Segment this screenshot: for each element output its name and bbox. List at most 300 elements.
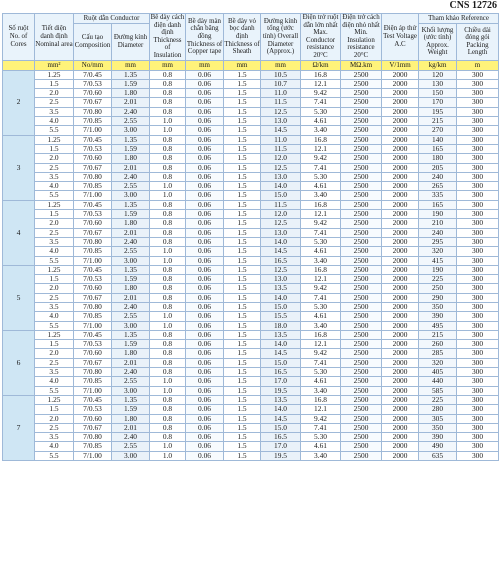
table-cell: 14.0 — [261, 340, 301, 349]
table-cell: 300 — [457, 144, 499, 153]
table-cell: 7/0.67 — [74, 358, 112, 367]
table-cell: 300 — [457, 433, 499, 442]
table-header — [3, 14, 499, 71]
table-cell: 14.0 — [261, 237, 301, 246]
table-cell: 2000 — [382, 117, 419, 126]
table-row — [3, 79, 499, 88]
table-cell: 2000 — [382, 386, 419, 395]
table-cell: 1.5 — [224, 228, 261, 237]
table-cell: 1.5 — [224, 330, 261, 339]
table-cell: 305 — [419, 414, 457, 423]
table-cell: 300 — [457, 182, 499, 191]
table-row — [3, 330, 499, 339]
table-cell: 300 — [457, 340, 499, 349]
table-cell: 3.40 — [301, 386, 341, 395]
table-cell: 13.0 — [261, 172, 301, 181]
table-cell: 405 — [419, 368, 457, 377]
table-row — [3, 126, 499, 135]
table-cell: 300 — [457, 163, 499, 172]
table-cell: 300 — [457, 219, 499, 228]
table-cell: 2.5 — [35, 358, 74, 367]
table-cell: 1.5 — [224, 414, 261, 423]
table-cell: 1.5 — [224, 210, 261, 219]
table-cell: 4.0 — [35, 442, 74, 451]
table-cell: 7/0.53 — [74, 144, 112, 153]
table-cell: 1.5 — [224, 182, 261, 191]
table-cell: 265 — [419, 182, 457, 191]
unit-cell: mm — [224, 60, 261, 70]
table-cell: 300 — [457, 386, 499, 395]
table-cell: 0.06 — [186, 265, 224, 274]
table-cell: 2.5 — [35, 423, 74, 432]
table-cell: 165 — [419, 144, 457, 153]
table-cell: 5.5 — [35, 191, 74, 200]
table-cell: 12.0 — [261, 154, 301, 163]
unit-cell: mm — [186, 60, 224, 70]
table-cell: 7/0.67 — [74, 163, 112, 172]
table-cell: 1.5 — [35, 275, 74, 284]
table-cell: 285 — [419, 349, 457, 358]
table-cell: 0.8 — [150, 107, 186, 116]
table-cell: 2500 — [341, 172, 382, 181]
table-cell: 2.40 — [112, 107, 150, 116]
table-cell: 2000 — [382, 423, 419, 432]
table-row — [3, 302, 499, 311]
table-cell: 0.06 — [186, 349, 224, 358]
table-cell: 1.0 — [150, 182, 186, 191]
header-copper-tape-thickness: Bề dày màn chắn băng đồng Thickness of Copper tape — [186, 14, 224, 61]
table-cell: 0.8 — [150, 163, 186, 172]
table-cell: 1.25 — [35, 265, 74, 274]
table-row — [3, 284, 499, 293]
table-cell: 0.06 — [186, 423, 224, 432]
table-cell: 300 — [457, 358, 499, 367]
table-cell: 1.0 — [150, 117, 186, 126]
table-row — [3, 293, 499, 302]
table-cell: 300 — [457, 330, 499, 339]
table-cell: 1.5 — [224, 321, 261, 330]
table-cell: 195 — [419, 107, 457, 116]
table-cell: 335 — [419, 191, 457, 200]
table-cell: 13.0 — [261, 275, 301, 284]
table-cell: 2500 — [341, 293, 382, 302]
header-test-voltage: Điện áp thử Test Voltage A.C — [382, 14, 419, 61]
table-cell: 1.0 — [150, 247, 186, 256]
table-cell: 14.5 — [261, 414, 301, 423]
table-cell: 0.06 — [186, 70, 224, 79]
table-cell: 4.61 — [301, 117, 341, 126]
table-cell: 2000 — [382, 182, 419, 191]
table-cell: 0.8 — [150, 358, 186, 367]
table-cell: 1.5 — [224, 126, 261, 135]
table-cell: 5.30 — [301, 368, 341, 377]
table-cell: 16.8 — [301, 395, 341, 404]
table-cell: 13.0 — [261, 117, 301, 126]
table-cell: 635 — [419, 451, 457, 460]
table-cell: 1.35 — [112, 265, 150, 274]
table-cell: 2500 — [341, 89, 382, 98]
table-cell: 2000 — [382, 433, 419, 442]
table-cell: 0.8 — [150, 135, 186, 144]
table-cell: 2500 — [341, 451, 382, 460]
table-cell: 300 — [457, 228, 499, 237]
table-body — [3, 70, 499, 460]
table-cell: 0.06 — [186, 219, 224, 228]
table-cell: 2.0 — [35, 414, 74, 423]
table-cell: 2500 — [341, 321, 382, 330]
table-cell: 0.06 — [186, 144, 224, 153]
table-cell: 7/0.53 — [74, 340, 112, 349]
table-cell: 1.5 — [224, 442, 261, 451]
table-row — [3, 377, 499, 386]
table-cell: 2000 — [382, 107, 419, 116]
table-cell: 14.0 — [261, 182, 301, 191]
table-cell: 2500 — [341, 256, 382, 265]
table-cell: 1.0 — [150, 442, 186, 451]
table-cell: 0.06 — [186, 172, 224, 181]
table-cell: 1.5 — [224, 247, 261, 256]
table-cell: 1.5 — [224, 163, 261, 172]
table-cell: 2000 — [382, 98, 419, 107]
table-cell: 7/0.80 — [74, 433, 112, 442]
table-cell: 300 — [457, 200, 499, 209]
unit-cell: Ω/km — [301, 60, 341, 70]
table-cell: 2500 — [341, 302, 382, 311]
header-cores: Số ruột No. of Cores — [3, 14, 35, 61]
table-cell: 350 — [419, 423, 457, 432]
table-cell: 300 — [457, 312, 499, 321]
table-cell: 0.06 — [186, 368, 224, 377]
table-cell: 0.06 — [186, 275, 224, 284]
table-cell: 0.8 — [150, 70, 186, 79]
table-cell: 0.06 — [186, 107, 224, 116]
table-cell: 2000 — [382, 154, 419, 163]
table-cell: 2.55 — [112, 182, 150, 191]
table-cell: 2500 — [341, 284, 382, 293]
table-cell: 2000 — [382, 377, 419, 386]
table-cell: 0.8 — [150, 433, 186, 442]
table-cell: 7/0.80 — [74, 237, 112, 246]
table-cell: 16.5 — [261, 433, 301, 442]
table-cell: 2500 — [341, 433, 382, 442]
header-nominal-area: Tiết diện danh định Nominal area — [35, 14, 74, 61]
table-cell: 15.0 — [261, 358, 301, 367]
table-row — [3, 265, 499, 274]
table-cell: 0.06 — [186, 451, 224, 460]
table-row — [3, 405, 499, 414]
header-conductor-resistance: Điện trở ruột dẫn lớn nhất Max. Conductor resistance 20°C — [301, 14, 341, 61]
table-cell: 320 — [419, 247, 457, 256]
table-cell: 9.42 — [301, 284, 341, 293]
table-cell: 0.06 — [186, 237, 224, 246]
table-cell: 5.30 — [301, 433, 341, 442]
table-cell: 0.8 — [150, 284, 186, 293]
table-cell: 2000 — [382, 200, 419, 209]
table-cell: 2000 — [382, 442, 419, 451]
table-cell: 180 — [419, 154, 457, 163]
table-cell: 0.06 — [186, 126, 224, 135]
table-cell: 0.8 — [150, 237, 186, 246]
table-cell: 0.06 — [186, 433, 224, 442]
table-cell: 0.8 — [150, 368, 186, 377]
table-cell: 9.42 — [301, 154, 341, 163]
table-cell: 13.5 — [261, 284, 301, 293]
table-row — [3, 135, 499, 144]
table-cell: 3.00 — [112, 386, 150, 395]
table-cell: 1.5 — [224, 191, 261, 200]
table-cell: 3.40 — [301, 256, 341, 265]
table-cell: 17.0 — [261, 442, 301, 451]
table-cell: 3.5 — [35, 172, 74, 181]
table-cell: 2.40 — [112, 368, 150, 377]
standard-code: CNS 12726 — [449, 0, 497, 11]
table-cell: 2000 — [382, 312, 419, 321]
table-cell: 12.1 — [301, 340, 341, 349]
table-cell: 300 — [457, 395, 499, 404]
table-cell: 300 — [457, 349, 499, 358]
table-cell: 350 — [419, 302, 457, 311]
table-cell: 7/1.00 — [74, 451, 112, 460]
table-cell: 300 — [457, 154, 499, 163]
table-cell: 300 — [457, 284, 499, 293]
cores-count-cell: 4 — [3, 200, 35, 265]
table-cell: 7.41 — [301, 423, 341, 432]
table-row — [3, 256, 499, 265]
table-cell: 130 — [419, 79, 457, 88]
table-cell: 1.0 — [150, 126, 186, 135]
table-cell: 1.5 — [224, 79, 261, 88]
table-cell: 14.5 — [261, 349, 301, 358]
table-cell: 300 — [457, 247, 499, 256]
table-cell: 2500 — [341, 144, 382, 153]
table-cell: 12.5 — [261, 163, 301, 172]
table-cell: 1.5 — [224, 200, 261, 209]
table-cell: 1.59 — [112, 210, 150, 219]
table-cell: 0.8 — [150, 349, 186, 358]
table-cell: 7/0.45 — [74, 395, 112, 404]
table-cell: 2000 — [382, 144, 419, 153]
cores-count-cell: 6 — [3, 330, 35, 395]
table-cell: 0.06 — [186, 247, 224, 256]
table-cell: 300 — [457, 275, 499, 284]
table-cell: 1.5 — [224, 107, 261, 116]
table-cell: 4.0 — [35, 247, 74, 256]
table-cell: 17.0 — [261, 377, 301, 386]
table-cell: 390 — [419, 433, 457, 442]
unit-cell: m — [457, 60, 499, 70]
table-cell: 15.0 — [261, 302, 301, 311]
table-cell: 1.5 — [224, 302, 261, 311]
table-cell: 300 — [457, 414, 499, 423]
table-cell: 2000 — [382, 321, 419, 330]
table-cell: 2.01 — [112, 228, 150, 237]
table-cell: 3.5 — [35, 368, 74, 377]
table-cell: 7.41 — [301, 98, 341, 107]
table-cell: 7/0.67 — [74, 98, 112, 107]
table-cell: 7/0.85 — [74, 247, 112, 256]
table-cell: 2.0 — [35, 154, 74, 163]
table-cell: 7/0.45 — [74, 330, 112, 339]
table-cell: 2500 — [341, 377, 382, 386]
table-cell: 0.06 — [186, 98, 224, 107]
cores-count-cell: 3 — [3, 135, 35, 200]
table-row — [3, 442, 499, 451]
table-cell: 2000 — [382, 228, 419, 237]
table-cell: 0.06 — [186, 395, 224, 404]
table-cell: 2.0 — [35, 89, 74, 98]
table-cell: 0.8 — [150, 293, 186, 302]
table-cell: 300 — [457, 302, 499, 311]
table-cell: 0.06 — [186, 135, 224, 144]
table-cell: 5.5 — [35, 451, 74, 460]
table-cell: 2500 — [341, 237, 382, 246]
table-cell: 7/1.00 — [74, 126, 112, 135]
table-cell: 2000 — [382, 237, 419, 246]
table-cell: 1.5 — [224, 433, 261, 442]
table-cell: 2.55 — [112, 247, 150, 256]
table-cell: 300 — [457, 70, 499, 79]
table-cell: 2000 — [382, 451, 419, 460]
table-cell: 2000 — [382, 284, 419, 293]
units-row — [3, 60, 499, 70]
header-composition: Cấu tạo Composition — [74, 24, 112, 61]
table-row — [3, 423, 499, 432]
table-cell: 15.5 — [261, 312, 301, 321]
table-cell: 3.00 — [112, 126, 150, 135]
table-cell: 1.0 — [150, 377, 186, 386]
table-cell: 12.1 — [301, 405, 341, 414]
table-row — [3, 163, 499, 172]
table-cell: 2500 — [341, 423, 382, 432]
table-cell: 2500 — [341, 228, 382, 237]
cores-count-cell: 7 — [3, 395, 35, 460]
table-cell: 1.5 — [224, 275, 261, 284]
table-cell: 2000 — [382, 358, 419, 367]
table-cell: 1.59 — [112, 144, 150, 153]
table-cell: 2500 — [341, 126, 382, 135]
table-cell: 2.40 — [112, 302, 150, 311]
table-cell: 1.80 — [112, 219, 150, 228]
table-cell: 0.06 — [186, 163, 224, 172]
table-cell: 16.8 — [301, 330, 341, 339]
table-cell: 2000 — [382, 210, 419, 219]
table-cell: 2500 — [341, 247, 382, 256]
table-cell: 7.41 — [301, 163, 341, 172]
table-cell: 2500 — [341, 154, 382, 163]
table-cell: 7/0.45 — [74, 135, 112, 144]
header-packing-length: Chiều dài đóng gói Packing Length — [457, 24, 499, 61]
table-cell: 13.5 — [261, 395, 301, 404]
table-cell: 1.5 — [224, 219, 261, 228]
table-cell: 2.5 — [35, 98, 74, 107]
table-cell: 2500 — [341, 163, 382, 172]
table-cell: 270 — [419, 126, 457, 135]
table-row — [3, 275, 499, 284]
table-cell: 0.8 — [150, 144, 186, 153]
table-cell: 2500 — [341, 135, 382, 144]
table-cell: 1.35 — [112, 70, 150, 79]
table-cell: 12.0 — [261, 210, 301, 219]
table-cell: 1.80 — [112, 284, 150, 293]
table-cell: 3.40 — [301, 191, 341, 200]
table-cell: 495 — [419, 321, 457, 330]
table-cell: 0.8 — [150, 98, 186, 107]
unit-cell: No/mm — [74, 60, 112, 70]
table-cell: 1.5 — [224, 368, 261, 377]
table-cell: 0.06 — [186, 414, 224, 423]
table-cell: 0.06 — [186, 210, 224, 219]
table-cell: 300 — [457, 210, 499, 219]
table-cell: 2000 — [382, 302, 419, 311]
table-cell: 300 — [457, 172, 499, 181]
table-cell: 10.5 — [261, 70, 301, 79]
table-cell: 1.35 — [112, 395, 150, 404]
table-cell: 9.42 — [301, 414, 341, 423]
table-cell: 7/0.80 — [74, 172, 112, 181]
table-cell: 12.1 — [301, 275, 341, 284]
table-cell: 2000 — [382, 219, 419, 228]
table-cell: 0.8 — [150, 172, 186, 181]
table-cell: 7/0.85 — [74, 442, 112, 451]
table-cell: 3.5 — [35, 237, 74, 246]
table-cell: 2000 — [382, 191, 419, 200]
table-cell: 7/0.80 — [74, 107, 112, 116]
cable-spec-table — [2, 13, 499, 461]
table-row — [3, 219, 499, 228]
table-row — [3, 395, 499, 404]
table-cell: 12.1 — [301, 210, 341, 219]
table-cell: 7/0.60 — [74, 89, 112, 98]
table-cell: 7/1.00 — [74, 256, 112, 265]
table-cell: 1.5 — [224, 98, 261, 107]
table-cell: 205 — [419, 163, 457, 172]
table-cell: 2500 — [341, 340, 382, 349]
table-cell: 1.5 — [224, 386, 261, 395]
table-cell: 7/0.85 — [74, 117, 112, 126]
table-row — [3, 107, 499, 116]
table-cell: 1.5 — [224, 405, 261, 414]
table-cell: 7/0.45 — [74, 70, 112, 79]
table-cell: 2500 — [341, 98, 382, 107]
table-cell: 16.8 — [301, 135, 341, 144]
table-cell: 1.80 — [112, 154, 150, 163]
table-cell: 3.5 — [35, 433, 74, 442]
table-row — [3, 89, 499, 98]
table-cell: 0.06 — [186, 386, 224, 395]
unit-cell: mm — [150, 60, 186, 70]
table-cell: 0.06 — [186, 89, 224, 98]
table-cell: 18.0 — [261, 321, 301, 330]
table-cell: 0.06 — [186, 442, 224, 451]
table-cell: 2.01 — [112, 293, 150, 302]
table-cell: 3.00 — [112, 451, 150, 460]
table-cell: 2000 — [382, 247, 419, 256]
table-row — [3, 182, 499, 191]
table-cell: 0.06 — [186, 154, 224, 163]
table-cell: 1.5 — [35, 210, 74, 219]
table-cell: 2000 — [382, 330, 419, 339]
table-cell: 2.01 — [112, 163, 150, 172]
table-cell: 0.8 — [150, 405, 186, 414]
table-cell: 2500 — [341, 265, 382, 274]
header-sheath-thickness: Bề dày vỏ bọc danh định Thickness of Sheath — [224, 14, 261, 61]
header-overall-diameter: Đường kính tổng (ước tính) Overall Diameter (Approx.) — [261, 14, 301, 61]
table-cell: 1.5 — [224, 256, 261, 265]
table-cell: 440 — [419, 377, 457, 386]
table-cell: 300 — [457, 256, 499, 265]
table-cell: 170 — [419, 98, 457, 107]
table-cell: 300 — [457, 377, 499, 386]
